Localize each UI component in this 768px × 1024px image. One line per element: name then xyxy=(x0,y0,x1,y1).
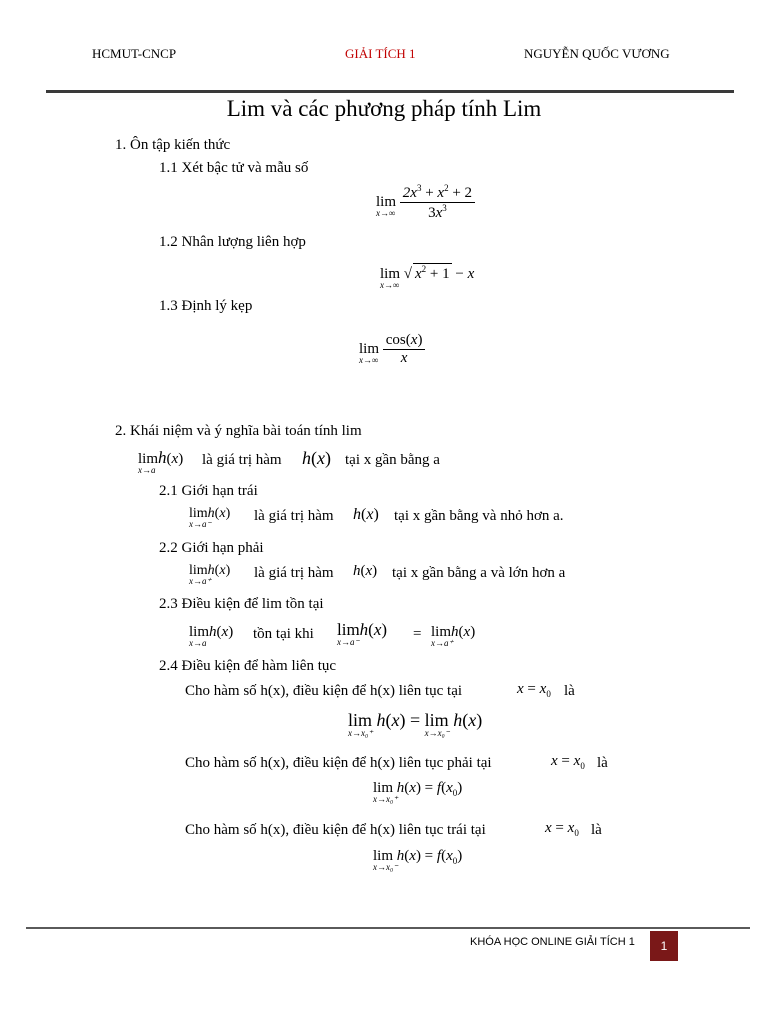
section2-3: 2.3 Điều kiện để lim tồn tại xyxy=(159,596,324,612)
lim-exists: lim x→a h(x) xyxy=(189,624,234,648)
s23-text: tồn tại khi xyxy=(253,626,314,642)
hx-2: h(x) xyxy=(353,506,379,523)
hx-3: h(x) xyxy=(353,563,378,579)
s22-text: là giá trị hàm xyxy=(254,565,334,581)
section2-2: 2.2 Giới hạn phải xyxy=(159,540,264,556)
formula-1-2: lim x→∞ √ $x^2 + 1 - x$ xyxy=(380,264,475,290)
lim-def-tail: tại x gần bằng a xyxy=(345,452,440,468)
section2-4: 2.4 Điều kiện để hàm liên tục xyxy=(159,658,337,674)
x-eq-x0-2: $x = x_0$ xyxy=(551,753,585,771)
formula-1-3: lim x→∞ $\frac{\cos(x)}{x}$ xyxy=(359,332,425,367)
lim-exists-left: lim x→a⁻ h(x) xyxy=(337,620,388,647)
equals-sign: = xyxy=(413,626,422,642)
header-right: NGUYỄN QUỐC VƯƠNG xyxy=(524,46,670,61)
page-number: 1 xyxy=(650,931,678,961)
footer-course: KHÓA HỌC ONLINE GIẢI TÍCH 1 xyxy=(470,936,635,948)
cont3-la: là xyxy=(591,822,602,838)
lim-right: lim x→a⁺ h(x) xyxy=(189,563,231,586)
lim-left: lim x→a⁻ h(x) xyxy=(189,506,231,529)
lim-exists-right: lim x→a⁺ h(x) xyxy=(431,624,476,648)
page-title: Lim và các phương pháp tính Lim xyxy=(226,96,542,121)
cont1-la: là xyxy=(564,683,575,699)
header-center: GIẢI TÍCH 1 xyxy=(345,46,416,61)
x-eq-x0-1: $x = x_0$ xyxy=(517,681,551,699)
header-left: HCMUT-CNCP xyxy=(92,46,177,61)
s21-tail: tại x gần bằng và nhỏ hơn a. xyxy=(394,508,564,524)
section2-heading: 2. Khái niệm và ý nghĩa bài toán tính lim xyxy=(115,423,362,439)
s22-tail: tại x gần bằng a và lớn hơn a xyxy=(392,565,566,581)
section1-1: 1.1 Xét bậc tử và mẫu số xyxy=(159,160,309,176)
cont2-la: là xyxy=(597,755,608,771)
section1-2: 1.2 Nhân lượng liên hợp xyxy=(159,234,306,250)
cont2-text: Cho hàm số h(x), điều kiện để h(x) liên tục phải tại xyxy=(185,755,492,771)
x-eq-x0-3: $x = x_0$ xyxy=(545,820,579,838)
s21-text: là giá trị hàm xyxy=(254,508,334,524)
lim-def-text: là giá trị hàm xyxy=(202,452,282,468)
formula-continuity: lim x→x₀⁺ h(x) = lim x→x₀⁻ h(x) xyxy=(348,710,483,738)
cont1-text: Cho hàm số h(x), điều kiện để h(x) liên tục tại xyxy=(185,683,463,699)
formula-1-1: lim x→∞ $\frac{2x^3 + x^2 + 2}{3x^3}$ xyxy=(376,183,475,222)
footer-rule xyxy=(26,927,750,929)
section1-3: 1.3 Định lý kẹp xyxy=(159,298,253,314)
formula-left-continuity: lim x→x₀⁻ $h(x) = f(x_0)$ xyxy=(373,848,463,872)
formula-right-continuity: lim x→x₀⁺ $h(x) = f(x_0)$ xyxy=(373,780,463,804)
section2-1: 2.1 Giới hạn trái xyxy=(159,483,258,499)
section1-heading: 1. Ôn tập kiến thức xyxy=(115,137,231,153)
lim-def: lim x→a h(x) xyxy=(138,448,184,475)
cont3-text: Cho hàm số h(x), điều kiện để h(x) liên tục trái tại xyxy=(185,822,486,838)
header-rule xyxy=(46,90,734,93)
hx-1: h(x) xyxy=(302,448,331,468)
